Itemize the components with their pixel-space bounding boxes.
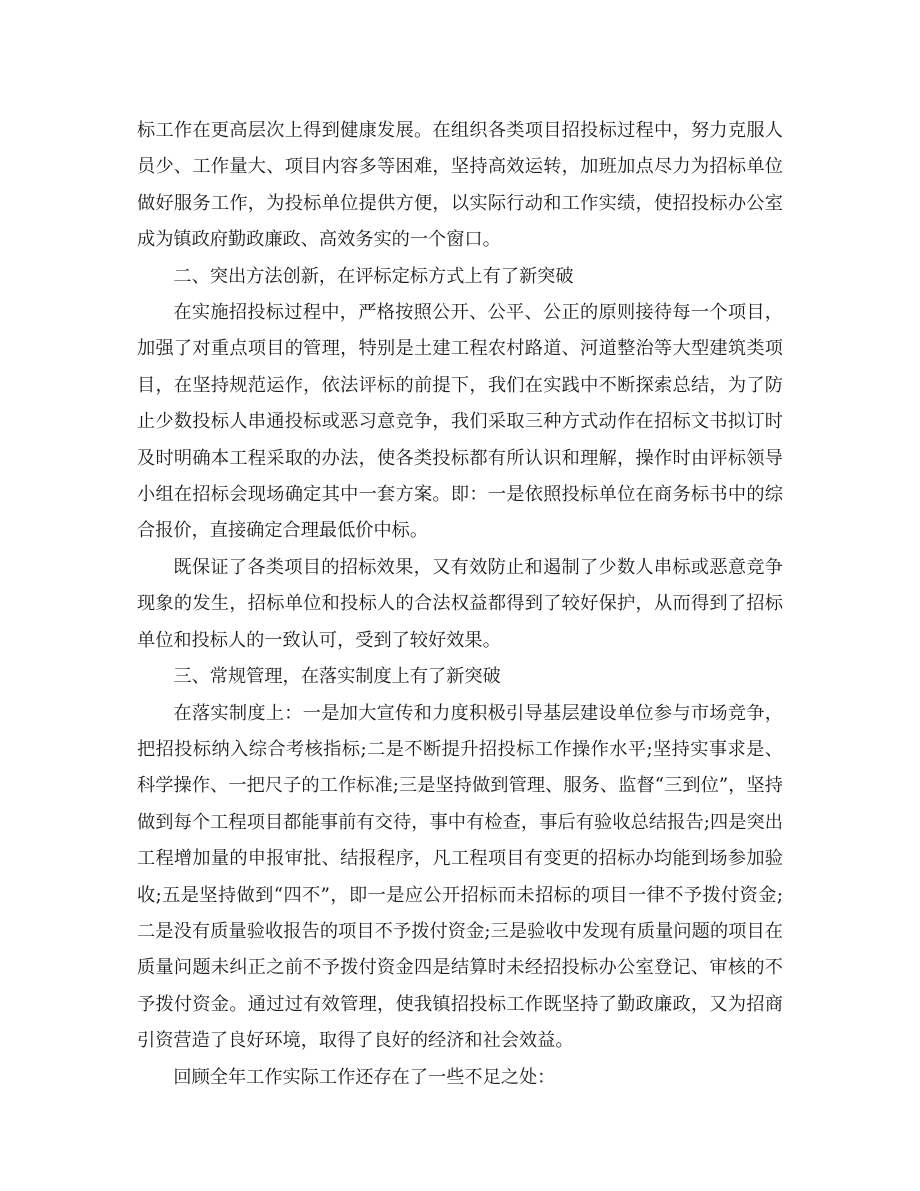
paragraph-system-implementation: 在落实制度上：一是加大宣传和力度积极引导基层建设单位参与市场竞争，把招投标纳入综合考核指标;二是不断提升招投标工作操作水平;坚持实事求是、科学操作、一把尺子的工作标准;三是坚持做到管理、服务、监督“三到位”，坚持做到每个工程项目都能事前有交待，事中有检查，事后有验收总结报告;四是突出工程增加量的申报审批、结报程序，凡工程项目有变更的招标办均能到场参加验收;五是坚持做到“四不”，即一是应公开招标而未招标的项目一律不予拨付资金;二是没有质量验收报告的项目不予拨付资金;三是验收中发现有质量问题的项目在质量问题未纠正之前不予拨付资金四是结算时未经招投标办公室登记、审核的不予拨付资金。通过过有效管理，使我镇招投标工作既坚持了勤政廉政，又为招商引资营造了良好环境，取得了良好的经济和社会效益。: [137, 702, 783, 1052]
paragraph-review: 回顾全年工作实际工作还存在了一些不足之处：: [173, 1066, 556, 1088]
document-body: [137, 113, 783, 1096]
section-heading-3: 三、常规管理，在落实制度上有了新突破: [173, 666, 501, 688]
paragraph-bidding-process: 在实施招投标过程中，严格按照公开、公平、公正的原则接待每一个项目，加强了对重点项目的管理，特别是土建工程农村路道、河道整治等大型建筑类项目，在坚持规范运作，依法评标的前提下，我们在实践中不断探索总结，为了防止少数投标人串通投标或恶习意竞争，我们采取三种方式动作在招标文书拟订时及时明确本工程采取的办法，使各类投标都有所认识和理解，操作时由评标领导小组在招标会现场确定其中一套方案。即：一是依照投标单位在商务标书中的综合报价，直接确定合理最低价中标。: [137, 302, 783, 542]
paragraph-continuation: 标工作在更高层次上得到健康发展。在组织各类项目招投标过程中，努力克服人员少、工作量大、项目内容多等困难，坚持高效运转，加班加点尽力为招标单位做好服务工作，为投标单位提供方便，以实际行动和工作实绩，使招投标办公室成为镇政府勤政廉政、高效务实的一个窗口。: [137, 120, 783, 251]
paragraph-bidding-effect: 既保证了各类项目的招标效果，又有效防止和遏制了少数人串标或恶意竞争现象的发生，招标单位和投标人的合法权益都得到了较好保护，从而得到了招标单位和投标人的一致认可，受到了较好效果。: [137, 556, 783, 651]
section-heading-2: 二、突出方法创新，在评标定标方式上有了新突破: [173, 265, 574, 287]
